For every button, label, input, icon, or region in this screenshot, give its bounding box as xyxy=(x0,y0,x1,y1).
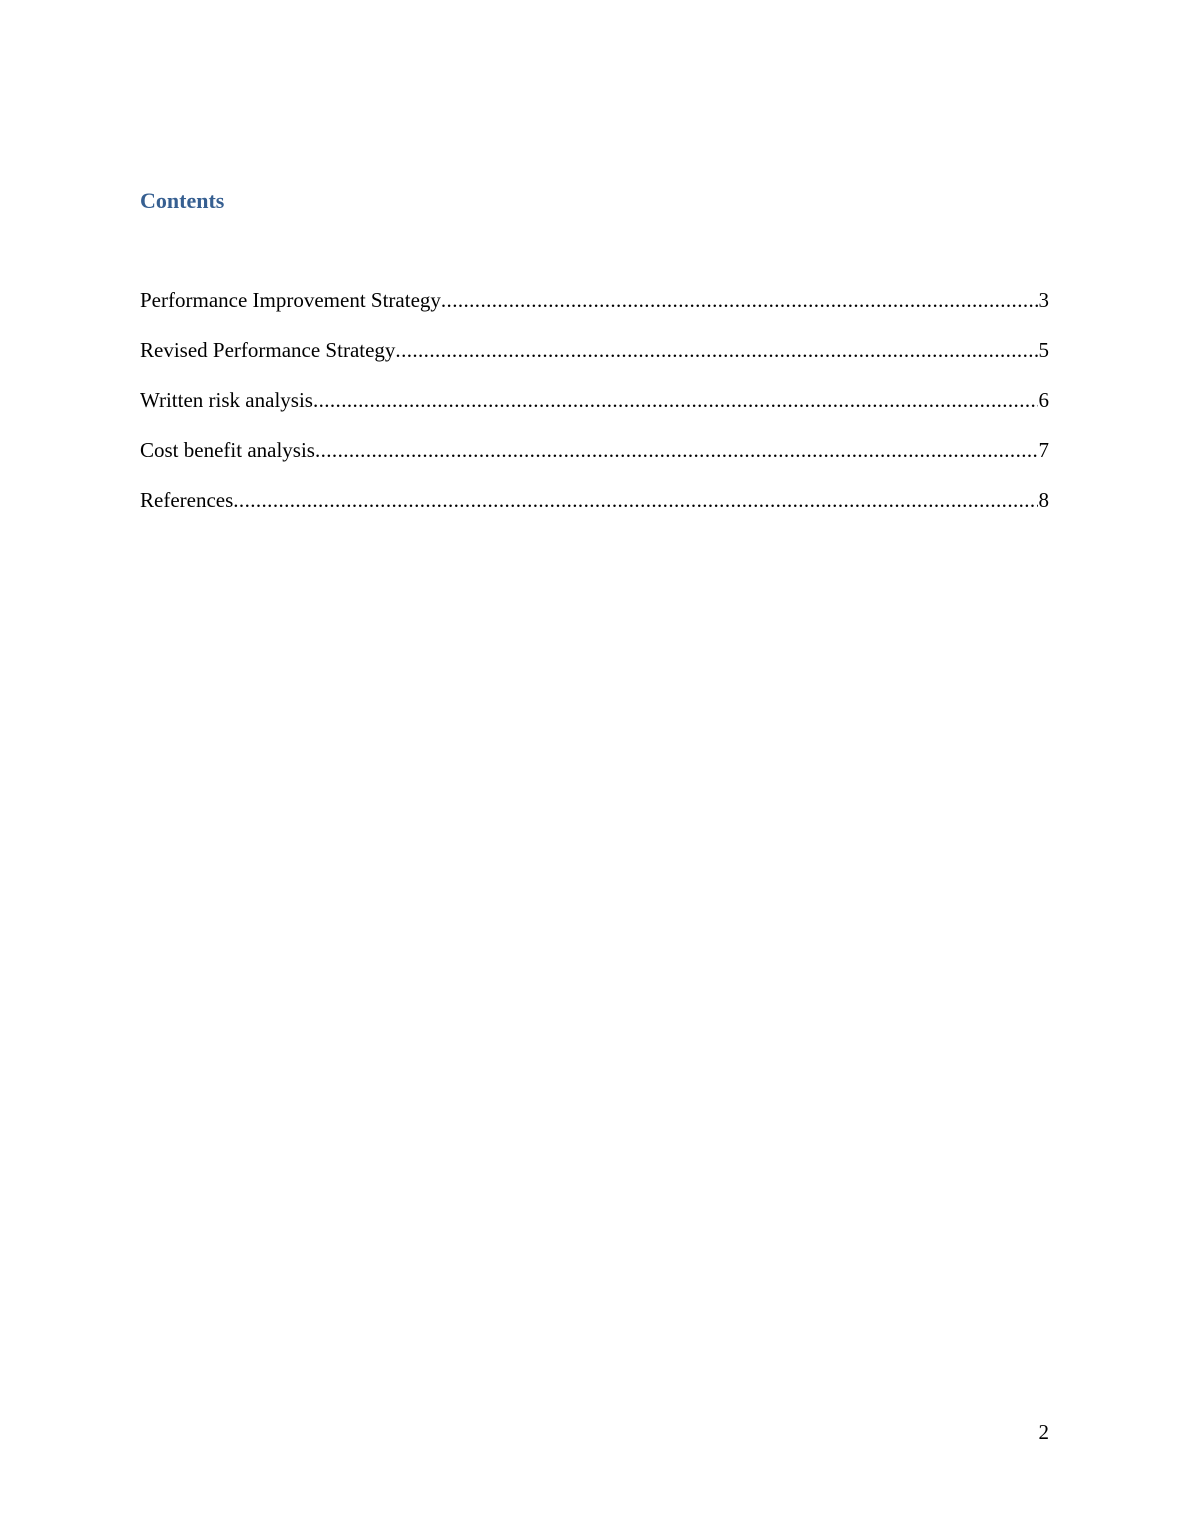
toc-entry-page: 7 xyxy=(1038,438,1049,462)
toc-entry-references[interactable] xyxy=(140,485,1049,535)
toc-entry-title: Written risk analysis xyxy=(140,388,313,412)
toc-dot-leader xyxy=(395,335,1037,365)
toc-entry-title: Cost benefit analysis xyxy=(140,438,315,462)
toc-entry-title: References xyxy=(140,488,234,512)
toc-dot-leader xyxy=(313,385,1038,415)
toc-entry-page: 6 xyxy=(1038,388,1049,412)
toc-entry-page: 3 xyxy=(1038,288,1049,312)
toc-entry-page: 5 xyxy=(1038,338,1049,362)
toc-dot-leader xyxy=(233,485,1037,515)
toc-entry-performance-improvement-strategy[interactable] xyxy=(140,285,1049,335)
table-of-contents xyxy=(140,285,1049,535)
toc-entry-title: Performance Improvement Strategy xyxy=(140,288,441,312)
footer-page-number: 2 xyxy=(1038,1420,1049,1444)
toc-dot-leader xyxy=(441,285,1038,315)
toc-dot-leader xyxy=(315,435,1038,465)
toc-entry-title: Revised Performance Strategy xyxy=(140,338,396,362)
toc-entry-written-risk-analysis[interactable] xyxy=(140,385,1049,435)
toc-entry-cost-benefit-analysis[interactable] xyxy=(140,435,1049,485)
toc-entry-revised-performance-strategy[interactable] xyxy=(140,335,1049,385)
toc-heading: Contents xyxy=(140,188,225,213)
toc-entry-page: 8 xyxy=(1038,488,1049,512)
